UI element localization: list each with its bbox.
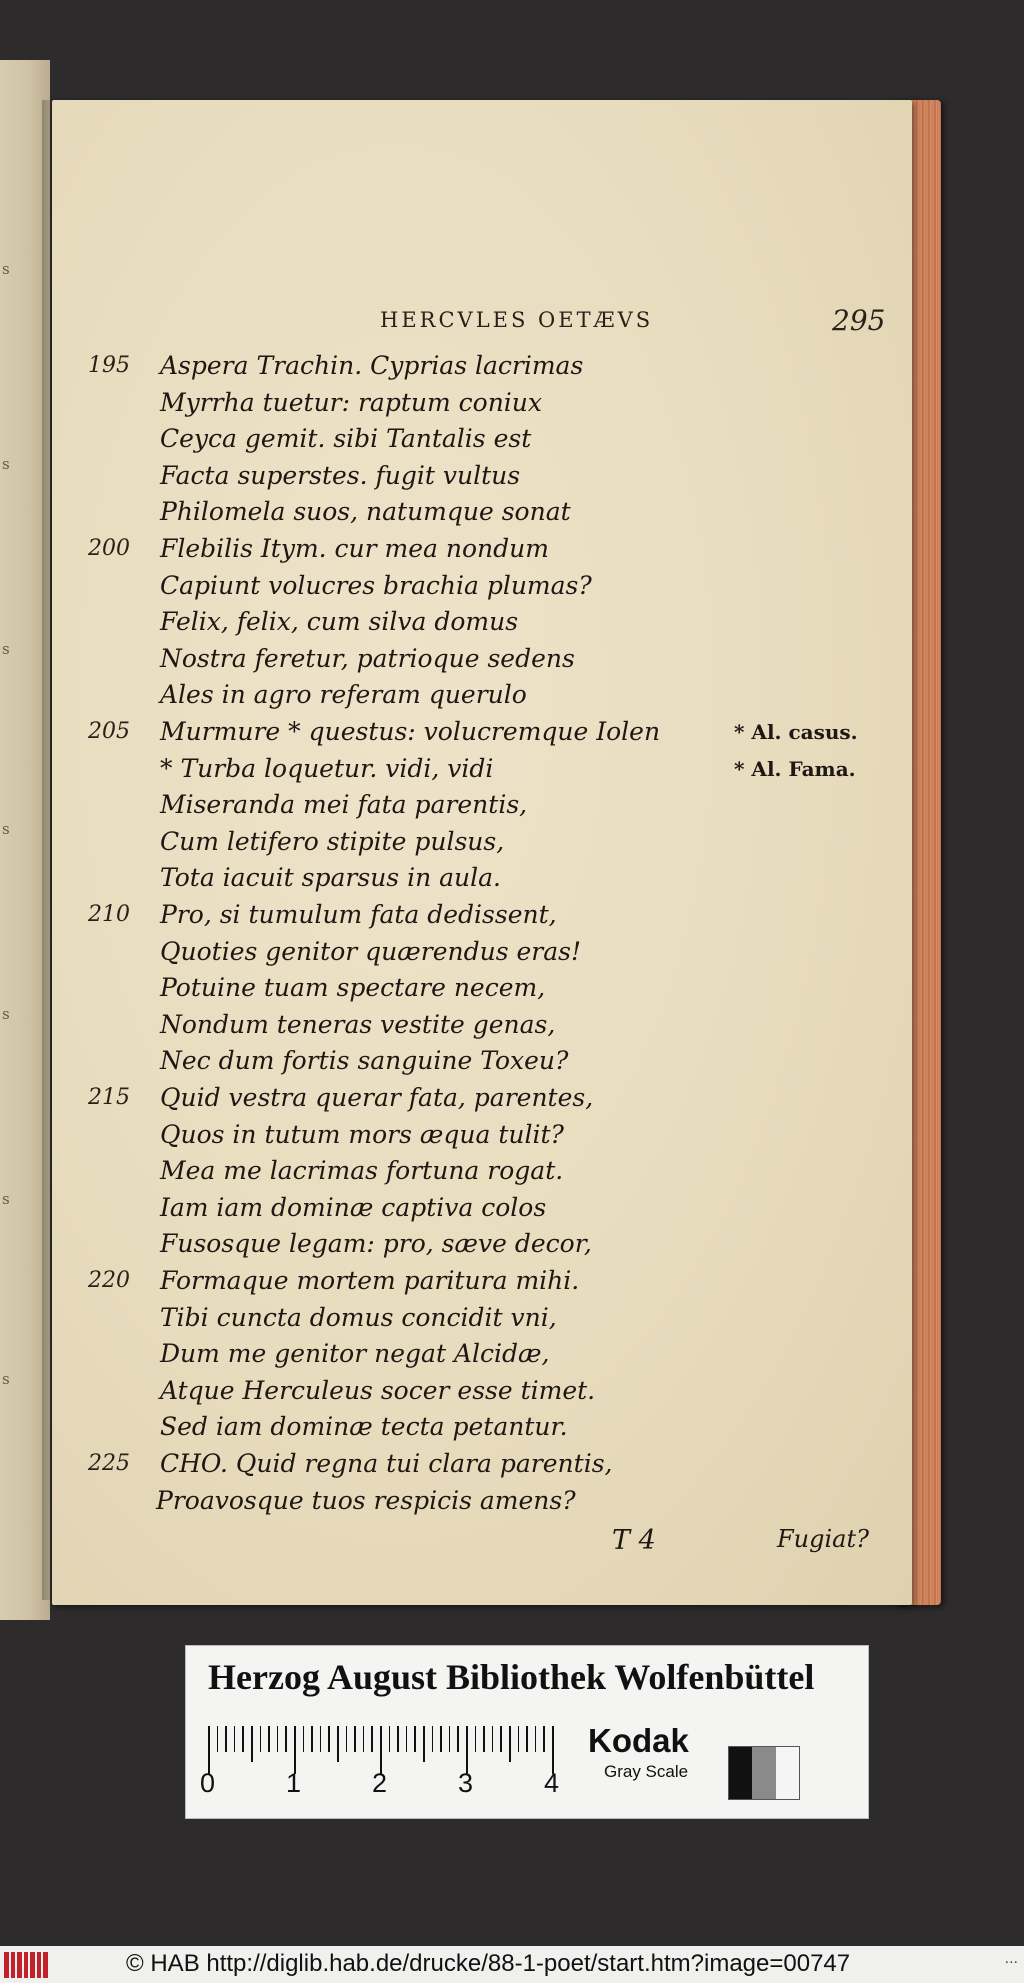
gray-scale-swatches	[728, 1746, 800, 1800]
library-name: Herzog August Bibliothek Wolfenbüttel	[208, 1657, 815, 1697]
color-calibration-card	[185, 1645, 869, 1819]
ruler-label: 3	[458, 1768, 474, 1798]
line-number: 195	[88, 353, 130, 378]
gray-swatch	[729, 1747, 752, 1799]
verse-line: Ceyca gemit. sibi Tantalis est	[160, 424, 532, 454]
ruler-tick	[457, 1726, 459, 1752]
gray-swatch	[776, 1747, 799, 1799]
ruler-tick	[509, 1726, 511, 1762]
gray-swatch	[752, 1747, 775, 1799]
verse-line: Iam iam dominæ captiva colos	[160, 1192, 547, 1222]
page-number: 295	[832, 304, 886, 337]
ruler-tick	[354, 1726, 356, 1752]
ruler-tick	[449, 1726, 451, 1752]
ruler-tick	[277, 1726, 279, 1752]
ruler-tick	[208, 1726, 210, 1774]
ruler-tick	[303, 1726, 305, 1752]
verse-line: Murmure * questus: volucremque Iolen	[160, 717, 661, 746]
verse-line: Pro, si tumulum fata dedissent,	[160, 900, 557, 929]
gray-scale-label: Gray Scale	[604, 1762, 689, 1781]
verse-line: Flebilis Itym. cur mea nondum	[160, 534, 549, 563]
previous-page-glyph: s	[2, 1370, 10, 1388]
ruler-tick	[526, 1726, 528, 1752]
verse-line: Cum letifero stipite pulsus,	[160, 826, 505, 856]
hab-logo-icon	[4, 1952, 48, 1978]
verse-line: CHO. Quid regna tui clara parentis,	[160, 1449, 613, 1478]
ruler-tick	[406, 1726, 408, 1752]
book-page	[52, 100, 912, 1605]
ruler-tick	[466, 1726, 468, 1774]
previous-page-glyph: s	[2, 820, 10, 838]
ruler-tick	[363, 1726, 365, 1752]
verse-line: Quoties genitor quærendus eras!	[160, 936, 582, 966]
ruler-tick	[251, 1726, 253, 1762]
more-options-icon[interactable]: ...	[1004, 1950, 1018, 1967]
kodak-brand: Kodak	[588, 1722, 689, 1759]
line-number: 225	[88, 1451, 130, 1476]
ruler-tick	[543, 1726, 545, 1752]
marginal-note: * Al. casus.	[734, 720, 858, 744]
verse-line: Nondum teneras vestite genas,	[160, 1009, 556, 1039]
ruler-label: 4	[544, 1768, 560, 1798]
verse-line: Tibi cuncta domus concidit vni,	[160, 1302, 557, 1332]
catchword: Fugiat?	[777, 1525, 869, 1553]
ruler-tick	[328, 1726, 330, 1752]
ruler-tick	[389, 1726, 391, 1752]
ruler-tick	[475, 1726, 477, 1752]
marginal-note: * Al. Fama.	[734, 756, 856, 781]
previous-page-glyph: s	[2, 640, 10, 658]
verse-line: Sed iam dominæ tecta petantur.	[160, 1412, 568, 1442]
verse-line: Aspera Trachin. Cyprias lacrimas	[160, 351, 584, 380]
ruler-tick	[397, 1726, 399, 1752]
footer-source-link[interactable]: © HAB http://diglib.hab.de/drucke/88-1-poet/start.htm?image=00747	[126, 1950, 851, 1977]
verse-line: Tota iacuit sparsus in aula.	[160, 863, 501, 893]
ruler-label: 2	[372, 1768, 388, 1798]
ruler-tick	[337, 1726, 339, 1762]
verse-line: Felix, felix, cum silva domus	[160, 607, 519, 637]
ruler-label: 1	[286, 1768, 302, 1798]
previous-page-glyph: s	[2, 1005, 10, 1023]
line-number: 220	[88, 1268, 130, 1293]
ruler-tick	[380, 1726, 382, 1774]
verse-line: Formaque mortem paritura mihi.	[160, 1266, 580, 1295]
ruler-tick	[518, 1726, 520, 1752]
ruler-tick	[414, 1726, 416, 1752]
verse-line: * Turba loquetur. vidi, vidi	[160, 753, 494, 783]
footer-bar	[0, 1946, 1024, 1983]
ruler-tick	[285, 1726, 287, 1752]
verse-line: Proavosque tuos respicis amens?	[156, 1485, 576, 1515]
verse-line: Dum me genitor negat Alcidæ,	[160, 1339, 550, 1369]
verse-line: Quid vestra querar fata, parentes,	[160, 1083, 594, 1112]
ruler-tick	[217, 1726, 219, 1752]
verse-line: Miseranda mei fata parentis,	[160, 790, 528, 820]
ruler-tick	[260, 1726, 262, 1752]
ruler-tick	[320, 1726, 322, 1752]
signature-mark: T 4	[612, 1525, 656, 1556]
verse-line: Mea me lacrimas fortuna rogat.	[160, 1156, 564, 1186]
verse-line: Myrrha tuetur: raptum coniux	[160, 387, 542, 417]
verse-line: Potuine tuam spectare necem,	[160, 973, 546, 1003]
verse-line: Nostra feretur, patrioque sedens	[160, 643, 575, 673]
verse-line: Philomela suos, natumque sonat	[160, 497, 571, 527]
line-number: 215	[88, 1085, 130, 1110]
ruler-tick	[552, 1726, 554, 1774]
ruler-tick	[432, 1726, 434, 1752]
verse-line: Quos in tutum mors æqua tulit?	[160, 1119, 564, 1149]
verse-line: Facta superstes. fugit vultus	[160, 460, 521, 490]
verse-line: Nec dum fortis sanguine Toxeu?	[160, 1046, 569, 1076]
previous-page-glyph: s	[2, 260, 10, 278]
ruler-tick	[440, 1726, 442, 1752]
ruler-tick	[423, 1726, 425, 1762]
running-head: HERCVLES OETÆVS	[380, 308, 654, 332]
ruler-tick	[268, 1726, 270, 1752]
ruler-tick	[234, 1726, 236, 1752]
verse-line: Fusosque legam: pro, sæve decor,	[160, 1229, 592, 1259]
line-number: 200	[88, 536, 130, 561]
ruler-tick	[225, 1726, 227, 1752]
ruler-tick	[294, 1726, 296, 1774]
ruler-tick	[500, 1726, 502, 1752]
ruler-tick	[346, 1726, 348, 1752]
previous-page-glyph: s	[2, 455, 10, 473]
verse-line: Ales in agro referam querulo	[160, 680, 527, 710]
line-number: 205	[88, 719, 130, 744]
line-number: 210	[88, 902, 130, 927]
ruler-label: 0	[200, 1768, 216, 1798]
ruler-tick	[371, 1726, 373, 1752]
ruler-tick	[483, 1726, 485, 1752]
verse-line: Capiunt volucres brachia plumas?	[160, 570, 592, 600]
ruler-tick	[311, 1726, 313, 1752]
verse-line: Atque Herculeus socer esse timet.	[160, 1375, 596, 1405]
ruler-tick	[535, 1726, 537, 1752]
ruler-tick	[492, 1726, 494, 1752]
previous-page-glyph: s	[2, 1190, 10, 1208]
ruler-tick	[242, 1726, 244, 1752]
